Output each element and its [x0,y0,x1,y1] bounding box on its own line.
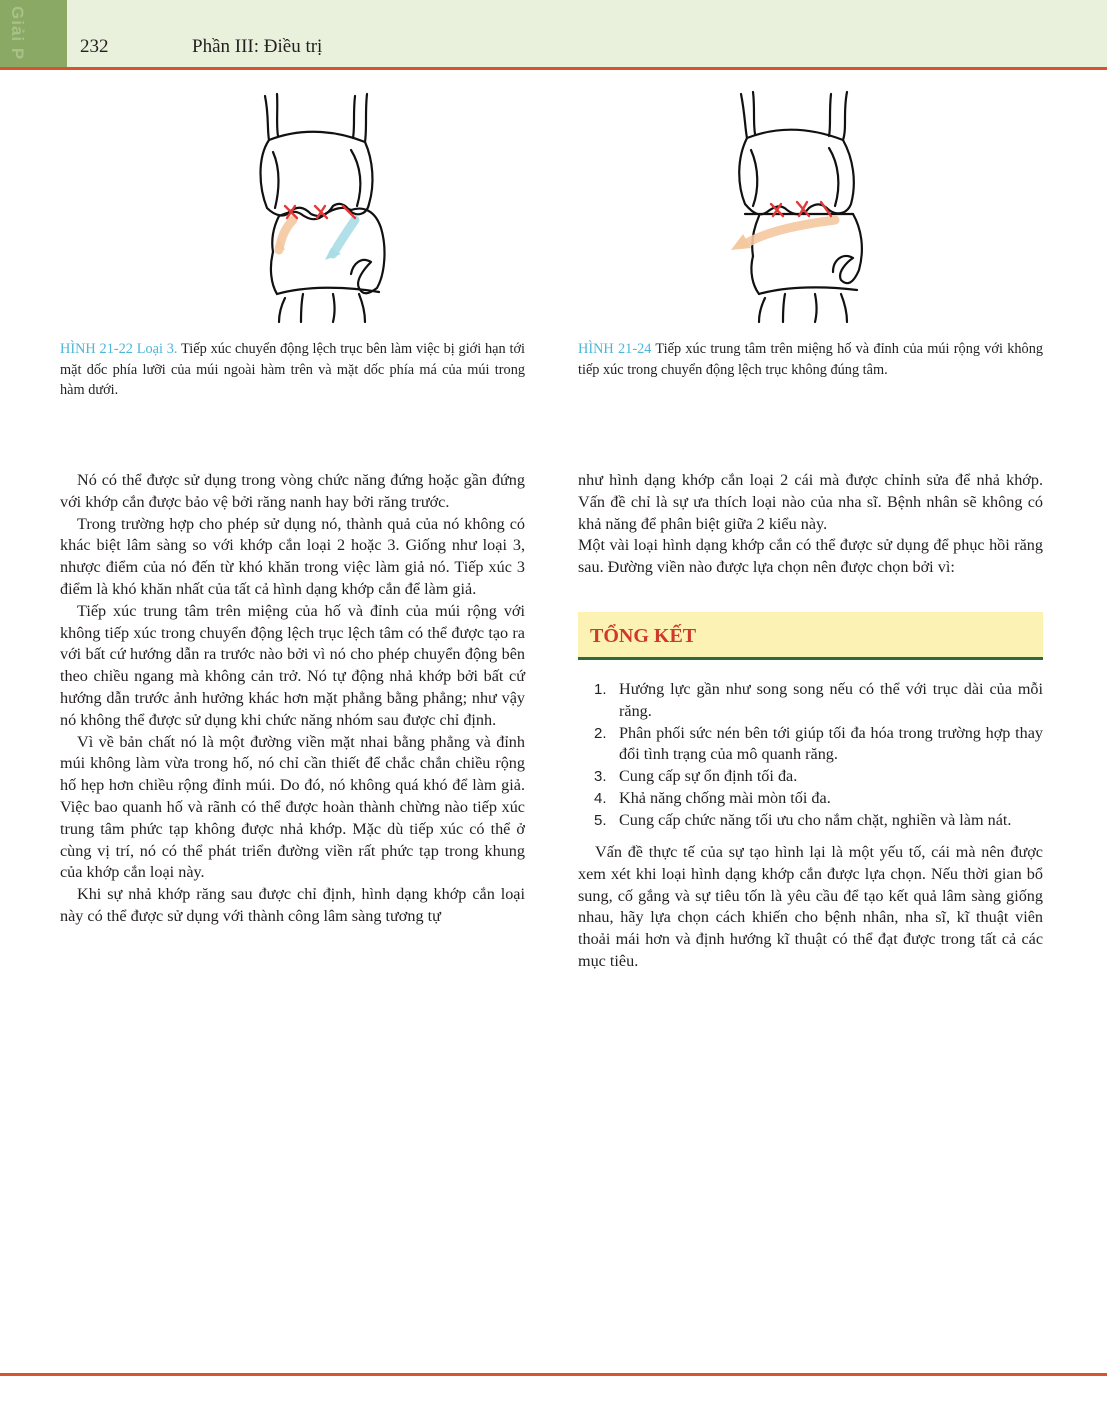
caption-text: Tiếp xúc chuyển động lệch trục bên làm việc bị giới hạn tới mặt dốc phía lưỡi của múi ngoài hàm trên và mặt dốc phía má của múi trong hàm dưới. [60,341,525,398]
summary-item-text: Khả năng chống mài mòn tối đa. [619,788,831,807]
summary-item-number: 5. [594,811,607,829]
figure-21-24-caption [578,339,1043,380]
paragraph: Vấn đề thực tế của sự tạo hình lại là một yếu tố, cái mà nên được xem xét khi loại hình dạng khớp cắn được lựa chọn. Nếu thời gian bổ sung, cố gắng và sự tiêu tốn là yêu cầu để tạo kết quả lâm sàng giống nhau, hãy lựa chọn cách khiến cho bệnh nhân, nha sĩ, kĩ thuật viên thoải mái hơn và định hướng kĩ thuật có thể đạt được trong tất cả các mục tiêu. [578,843,1043,970]
summary-item-text: Cung cấp sự ổn định tối đa. [619,767,798,786]
figure-label: HÌNH 21-22 Loại 3. [60,341,178,357]
page-header [0,0,1107,67]
header-rule [0,67,1107,70]
summary-item-number: 2. [594,724,607,742]
summary-item-number: 4. [594,789,607,807]
caption-text: Tiếp xúc trung tâm trên miệng hố và đỉnh của múi rộng với không tiếp xúc trong chuyển động lệch trục không đúng tâm. [578,341,1043,378]
summary-title: TỔNG KẾT [590,625,697,647]
chapter-title: Phần III: Điều trị [192,36,323,57]
summary-item [578,788,1043,810]
paragraph: Một vài loại hình dạng khớp cắn có thể được sử dụng để phục hồi răng sau. Đường viền nào được lựa chọn nên được chọn bởi vì: [578,536,1043,577]
paragraph: Khi sự nhả khớp răng sau được chỉ định, hình dạng khớp cắn loại này có thể được sử dụng với thành công lâm sàng tương tự [60,885,525,925]
body-column-right [578,470,1043,579]
paragraph: Tiếp xúc trung tâm trên miệng của hố và đỉnh của múi rộng với không tiếp xúc trong chuyển động lệch trục lệch tâm có thể được tạo ra với bất cứ hướng dẫn ra trước nào bởi vì nó cho phép chuyển động bên theo chiều ngang mà không cản trở. Nó tự động nhả khớp bởi bất cứ hướng dẫn trước ảnh hưởng khác hơn mặt phẳng bằng phẳng; như vậy nó không thể được sử dụng khi chức năng nhóm sau được chỉ định. [60,601,525,729]
page-number: 232 [80,36,109,57]
figure-21-22-caption [60,339,525,401]
side-tab-text: Giải P [8,6,27,61]
figure-21-24-illustration [725,88,875,323]
summary-item-text: Cung cấp chức năng tối ưu cho nắm chặt, nghiền và làm nát. [619,810,1012,829]
summary-item [578,766,1043,788]
summary-item-text: Phân phối sức nén bên tới giúp tối đa hóa trong trường hợp thay đổi tình trạng của mô quanh răng. [619,723,1043,764]
footer-rule [0,1373,1107,1376]
figure-21-22-illustration [245,88,395,323]
summary-box [578,612,1043,660]
figure-label: HÌNH 21-24 [578,341,652,357]
summary-item-text: Hướng lực gần như song song nếu có thể với trục dài của mỗi răng. [619,680,1043,720]
body-column-left [60,470,525,928]
summary-item [578,723,1043,767]
side-tab [0,0,67,67]
summary-conclusion [578,842,1043,973]
paragraph: Trong trường hợp cho phép sử dụng nó, thành quả của nó không có khác biệt lâm sàng so với khớp cắn loại 2 hoặc 3. Giống như loại 3, nhược điểm của nó đến từ khó khăn trong việc làm giả nó. Tiếp xúc 3 điểm là khó khăn nhất của tất cả hình dạng khớp cắn để làm giả. [60,514,525,598]
paragraph: Nó có thể được sử dụng trong vòng chức năng đứng hoặc gần đứng với khớp cắn được bảo vệ bởi răng nanh hay bởi răng trước. [60,471,525,511]
paragraph: Vì về bản chất nó là một đường viền mặt nhai bằng phẳng và đỉnh múi không làm vừa trong hố, nó chỉ cần thiết để chắc chắn chiều rộng hố hẹp hơn chiều rộng đỉnh múi. Do đó, nó không quá khó để làm giả. Việc bao quanh hố và rãnh có thể được hoàn thành chừng nào tiếp xúc trung tâm phức tạp không được nhả khớp. Mặc dù tiếp xúc có thể ở cùng vị trí, nó có thể phát triển đường viền rất phức tạp trong khung của khớp cắn loại này. [60,732,525,882]
paragraph: như hình dạng khớp cắn loại 2 cái mà được chỉnh sửa để nhả khớp. Vấn đề chỉ là sự ưa thích loại nào của nha sĩ. Bệnh nhân sẽ không có khả năng để phân biệt giữa 2 kiểu này. [578,471,1043,533]
summary-item-number: 1. [594,681,607,698]
summary-item-number: 3. [594,768,607,786]
summary-item [578,810,1043,832]
summary-item [578,679,1043,723]
summary-list [578,679,1043,832]
